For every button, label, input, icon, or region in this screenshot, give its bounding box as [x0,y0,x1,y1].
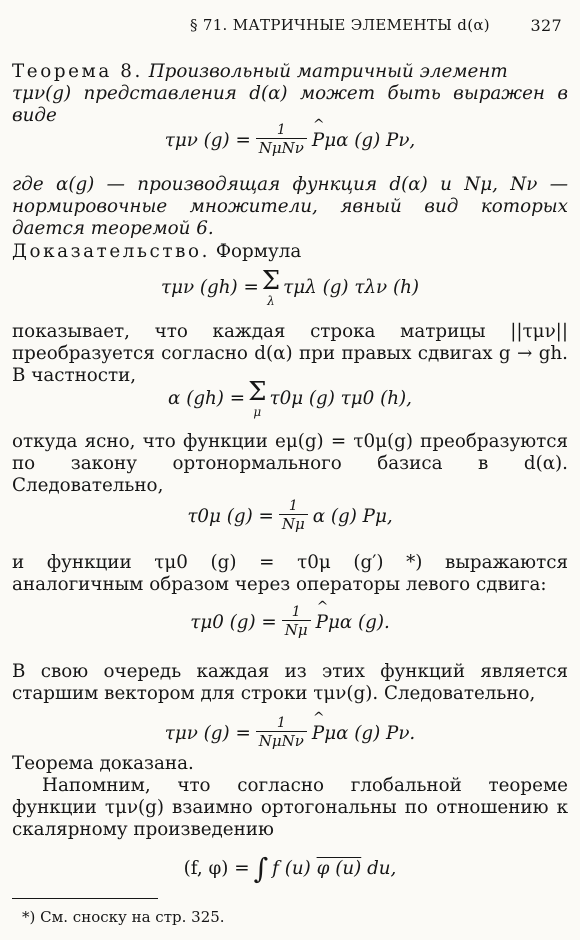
equation-7: (f, φ) = ∫ f (u) φ (u) du, [183,851,397,885]
sum-symbol: Σ λ [261,265,281,308]
equation-2: τμν (gh) = Σ λ τμλ (g) τλν (h) [160,265,420,308]
paragraph-4: В свою очередь каждая из этих функций является старшим вектором для строки τμν(g). Следовательно, [12,661,568,704]
paragraph-2: откуда ясно, что функции eμ(g) = τ0μ(g) преобразуются по закону ортонормального базиса в d(α). Следовательно, [12,431,568,496]
equation-6: τμν (g) = $\frac{1}{\text{NμNν}}$ ^ P μα (g) Pν. [0,711,580,755]
hat-operator: ^ P [312,723,324,744]
fraction: $\frac{1}{\text{NμNν}}$ [256,123,307,157]
hat-operator: ^ P [312,130,324,151]
conclusion: Теорема доказана. [12,753,194,774]
theorem-label: Теорема 8. [12,61,143,82]
running-header [0,12,580,42]
page-number: 327 [530,16,562,35]
fraction: $\frac{1}{N\mu}$ [282,605,311,639]
paragraph-1: показывает, что каждая строка матрицы ||τμν|| преобразуется согласно d(α) при правых сдвигах g → gh. В частности, [12,321,568,386]
equation-4: τ0μ (g) = $\frac{1}{N\mu}$ α (g) Pμ, [187,498,393,534]
fraction: $\frac{1}{N\mu}$ [279,499,308,533]
proof-label: Доказательство. [12,241,211,262]
section-title: § 71. МАТРИЧНЫЕ ЭЛЕМЕНТЫ d(α) [190,16,490,34]
where-clause: где α(g) — производящая функция d(α) и Nμ, Nν — нормировочные множители, явный вид которых дается теоремой 6. [12,174,568,239]
theorem-line-1: Произвольный матричный элемент [148,61,508,82]
theorem-line-2: τμν(g) представления d(α) может быть выражен в виде [12,83,568,126]
hat-operator: ^ P [316,612,328,633]
equation-3: α (gh) = Σ μ τ0μ (g) τμ0 (h), [168,376,412,419]
integral-sign: ∫ [253,851,269,885]
conjugate-term: φ (u) [316,857,362,879]
sum-symbol: Σ μ [248,376,267,419]
paragraph-3: и функции τμ0 (g) = τ0μ (g′) *) выражаются аналогичным образом через операторы левого сдвига: [12,552,568,595]
fraction: $\frac{1}{\text{NμNν}}$ [256,716,307,750]
equation-1: τμν (g) = $\frac{1}{\text{NμNν}}$ ^ P μα (g) Pν, [0,118,580,162]
footnote-rule [12,898,158,899]
paragraph-5: Напомним, что согласно глобальной теореме функции τμν(g) взаимно ортогональны по отношению к скалярному произведению [12,775,568,840]
proof-intro: Доказательство. Формула [12,241,302,262]
equation-5: τμ0 (g) = $\frac{1}{N\mu}$ ^ P μα (g). [0,600,580,644]
footnote: *) См. сноску на стр. 325. [22,908,225,926]
